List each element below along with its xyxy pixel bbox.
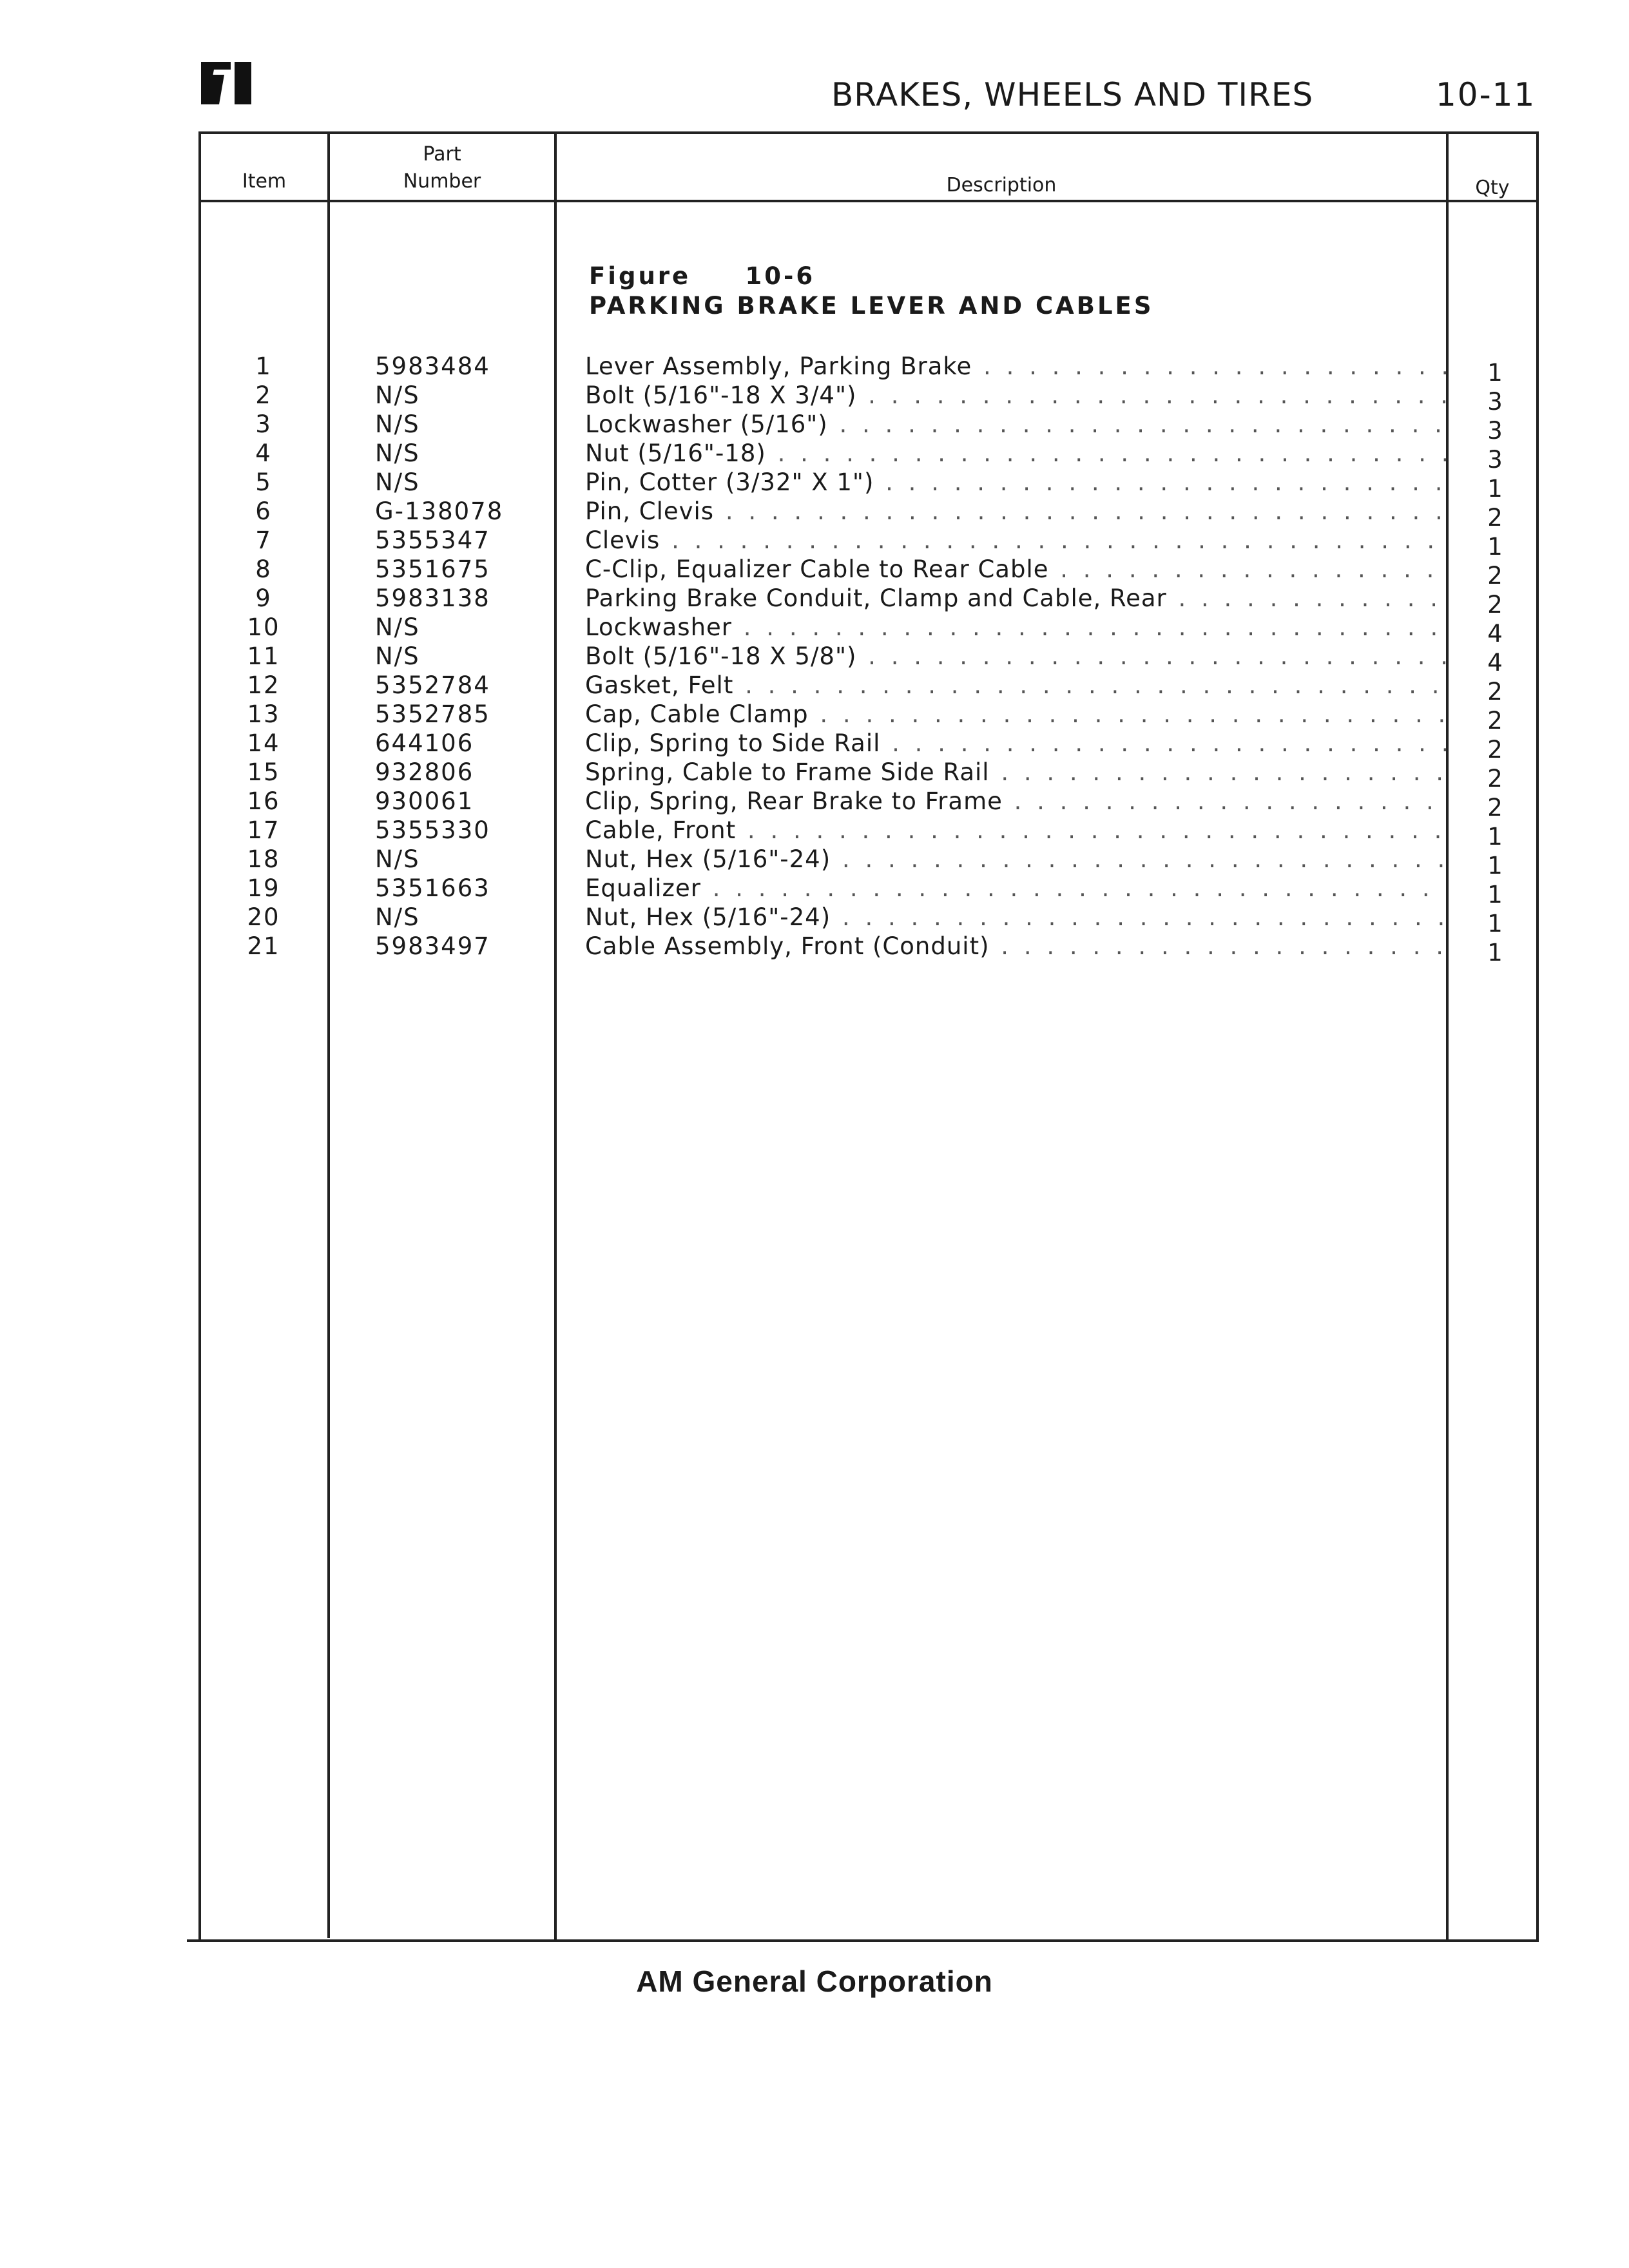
row-qty: 1	[1487, 359, 1503, 387]
row-item: 19	[247, 874, 280, 902]
row-part-number: 5983497	[375, 932, 490, 960]
table-row	[0, 816, 1629, 850]
row-item: 13	[247, 700, 280, 728]
row-qty: 1	[1487, 533, 1503, 561]
row-part-number: 644106	[375, 729, 474, 757]
row-description: Nut, Hex (5/16"-24) . . .	[585, 903, 1446, 932]
table-row	[0, 903, 1629, 937]
figure-title: PARKING BRAKE LEVER AND CABLES	[589, 292, 1154, 320]
row-part-number: 5352784	[375, 671, 490, 699]
table-row	[0, 787, 1629, 822]
table-row	[0, 700, 1629, 735]
row-item: 9	[255, 584, 272, 612]
row-qty: 1	[1487, 823, 1503, 850]
table-row	[0, 497, 1629, 532]
row-part-number: G-138078	[375, 497, 504, 525]
figure-caption	[589, 262, 1153, 321]
row-description: Bolt (5/16"-18 X 5/8") . . .	[585, 642, 1446, 671]
row-part-number: N/S	[375, 845, 420, 873]
row-qty: 1	[1487, 475, 1503, 503]
row-description: Lever Assembly, Parking Brake . . .	[585, 352, 1446, 381]
column-header-part-line1: Part	[423, 143, 461, 166]
row-description: Cable Assembly, Front (Conduit) . . .	[585, 932, 1446, 961]
section-title: BRAKES, WHEELS AND TIRES	[831, 76, 1314, 113]
row-qty: 2	[1487, 504, 1503, 532]
row-qty: 1	[1487, 852, 1503, 879]
row-item: 5	[255, 468, 272, 496]
table-row	[0, 845, 1629, 879]
row-description: Clip, Spring, Rear Brake to Frame . . .	[585, 787, 1446, 816]
row-item: 11	[247, 642, 280, 670]
table-bottom-rule	[187, 1939, 1539, 1942]
table-row	[0, 410, 1629, 445]
row-qty: 4	[1487, 649, 1503, 677]
row-item: 3	[255, 410, 272, 438]
column-header-part-line2: Number	[403, 170, 481, 193]
row-part-number: 5352785	[375, 700, 490, 728]
table-row	[0, 381, 1629, 416]
row-description: Clip, Spring to Side Rail . . .	[585, 729, 1446, 758]
row-part-number: 5351675	[375, 555, 490, 583]
row-description: Nut, Hex (5/16"-24) . . .	[585, 845, 1446, 874]
row-description: Pin, Clevis . . .	[585, 497, 1446, 526]
row-qty: 2	[1487, 562, 1503, 590]
table-row	[0, 439, 1629, 474]
table-row	[0, 729, 1629, 764]
row-part-number: N/S	[375, 613, 420, 641]
table-row	[0, 555, 1629, 590]
row-item: 12	[247, 671, 280, 699]
row-item: 6	[255, 497, 272, 525]
table-row	[0, 671, 1629, 706]
row-item: 4	[255, 439, 272, 467]
table-row	[0, 613, 1629, 648]
row-item: 20	[247, 903, 280, 931]
row-qty: 3	[1487, 417, 1503, 445]
column-header-qty: Qty	[1475, 177, 1510, 199]
row-part-number: N/S	[375, 468, 420, 496]
table-row	[0, 642, 1629, 677]
am-general-logo-icon	[201, 62, 253, 104]
row-qty: 1	[1487, 910, 1503, 937]
row-description: Cap, Cable Clamp . . .	[585, 700, 1446, 729]
company-footer: AM General Corporation	[636, 1965, 993, 1998]
row-description: Nut (5/16"-18) . . .	[585, 439, 1446, 468]
table-row	[0, 468, 1629, 503]
row-item: 2	[255, 381, 272, 409]
row-qty: 2	[1487, 765, 1503, 793]
figure-label: Figure 10-6	[589, 262, 816, 290]
page-number: 10-11	[1436, 76, 1536, 113]
table-row	[0, 932, 1629, 966]
row-part-number: 930061	[375, 787, 474, 815]
row-qty: 3	[1487, 388, 1503, 416]
row-part-number: N/S	[375, 410, 420, 438]
row-qty: 2	[1487, 591, 1503, 619]
row-qty: 2	[1487, 678, 1503, 706]
row-item: 7	[255, 526, 272, 554]
table-row	[0, 526, 1629, 561]
row-part-number: 5983138	[375, 584, 490, 612]
table-row	[0, 758, 1629, 793]
row-item: 15	[247, 758, 280, 786]
row-part-number: N/S	[375, 903, 420, 931]
row-qty: 2	[1487, 707, 1503, 735]
row-item: 21	[247, 932, 280, 960]
row-description: Spring, Cable to Frame Side Rail . . .	[585, 758, 1446, 787]
table-header-rule	[200, 200, 1539, 202]
row-part-number: 5983484	[375, 352, 490, 380]
row-description: Lockwasher . . .	[585, 613, 1446, 642]
row-qty: 4	[1487, 620, 1503, 648]
row-item: 14	[247, 729, 280, 757]
row-part-number: N/S	[375, 439, 420, 467]
row-qty: 2	[1487, 736, 1503, 764]
row-item: 1	[255, 352, 272, 380]
row-part-number: N/S	[375, 642, 420, 670]
row-part-number: N/S	[375, 381, 420, 409]
row-part-number: 5351663	[375, 874, 490, 902]
row-part-number: 932806	[375, 758, 474, 786]
table-top-rule	[200, 131, 1539, 134]
row-description: Pin, Cotter (3/32" X 1") . . .	[585, 468, 1446, 497]
column-header-description: Description	[946, 174, 1057, 197]
row-qty: 3	[1487, 446, 1503, 474]
row-qty: 1	[1487, 939, 1503, 966]
row-description: Gasket, Felt . . .	[585, 671, 1446, 700]
row-description: Clevis . . .	[585, 526, 1446, 555]
row-item: 17	[247, 816, 280, 844]
row-item: 8	[255, 555, 272, 583]
row-qty: 1	[1487, 881, 1503, 908]
row-description: C-Clip, Equalizer Cable to Rear Cable . . .	[585, 555, 1446, 584]
row-description: Lockwasher (5/16") . . .	[585, 410, 1446, 439]
row-part-number: 5355330	[375, 816, 490, 844]
column-header-item: Item	[242, 170, 287, 193]
row-description: Bolt (5/16"-18 X 3/4") . . .	[585, 381, 1446, 410]
row-description: Cable, Front . . .	[585, 816, 1446, 845]
row-description: Parking Brake Conduit, Clamp and Cable, Rear . . .	[585, 584, 1446, 613]
row-item: 16	[247, 787, 280, 815]
table-row	[0, 874, 1629, 908]
row-item: 10	[247, 613, 280, 641]
row-part-number: 5355347	[375, 526, 490, 554]
row-qty: 2	[1487, 794, 1503, 822]
row-item: 18	[247, 845, 280, 873]
table-row	[0, 584, 1629, 619]
table-row	[0, 352, 1629, 387]
row-description: Equalizer . . .	[585, 874, 1446, 903]
